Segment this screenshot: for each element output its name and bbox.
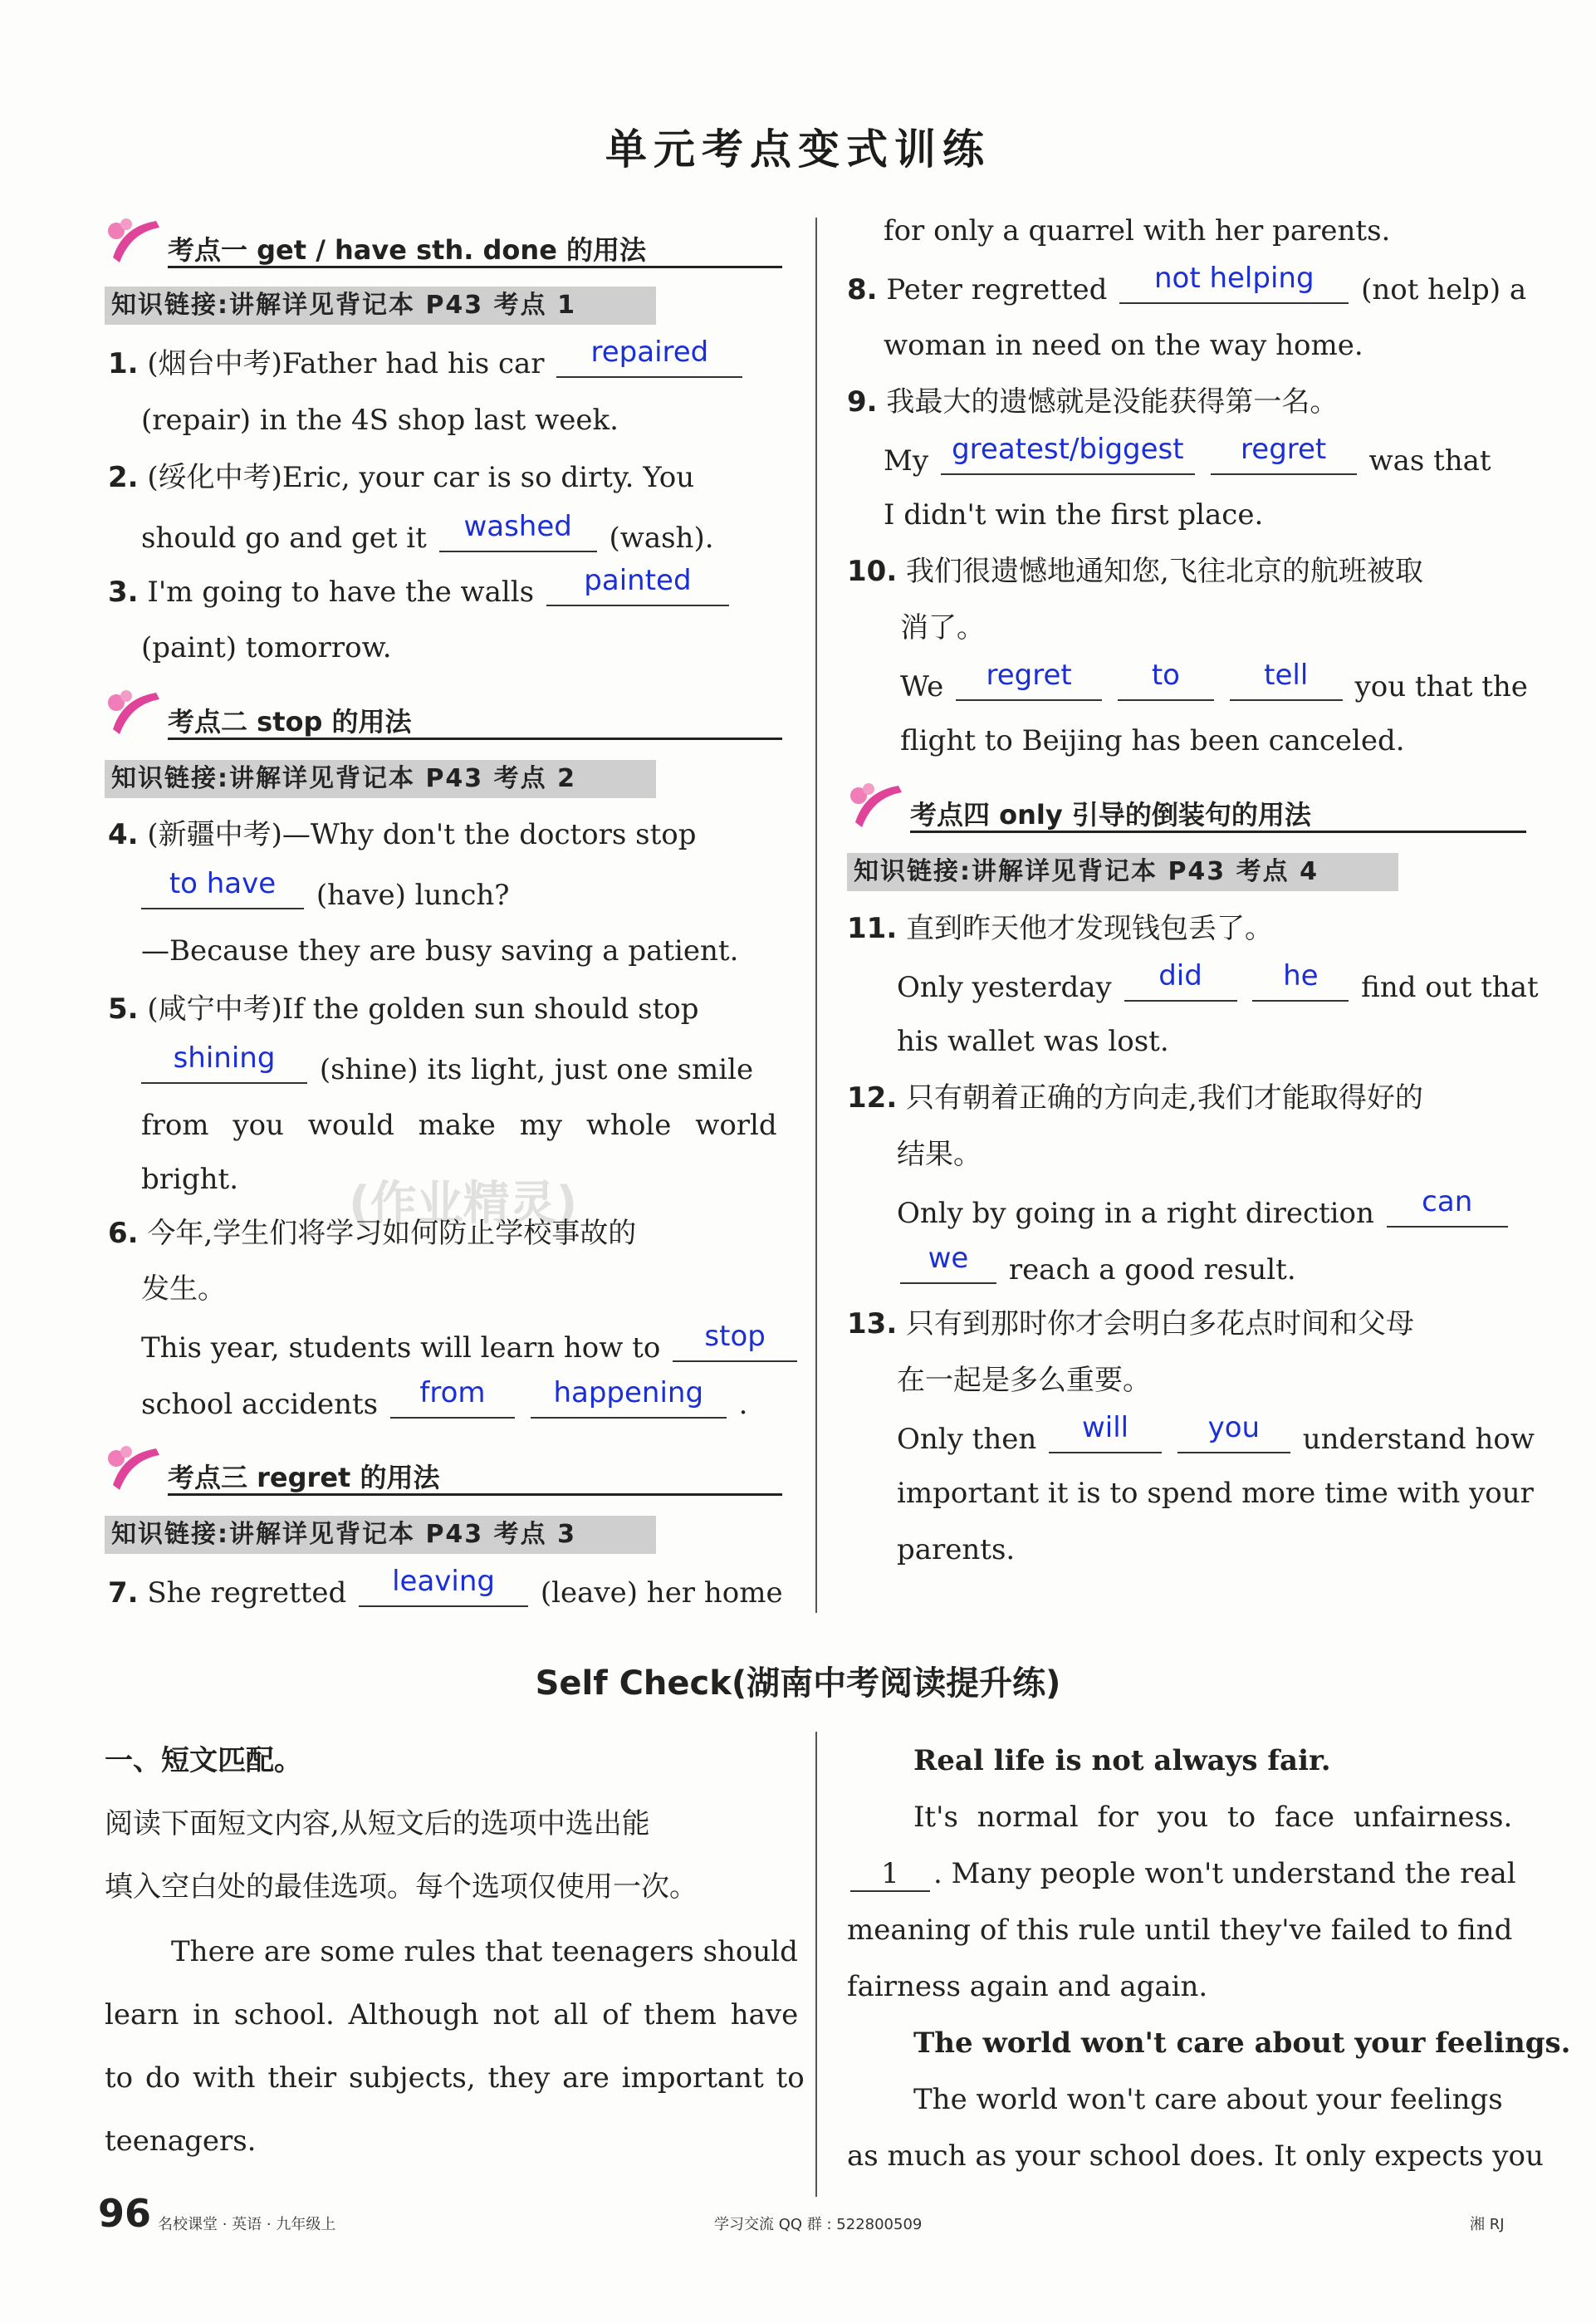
question-number: 10. <box>847 555 898 588</box>
question-2 <box>108 461 694 494</box>
footer-book: 名校课堂 · 英语 · 九年级上 <box>158 2216 336 2233</box>
answer: washed <box>439 507 597 552</box>
question-text: understand how <box>1302 1423 1535 1456</box>
question-number: 2. <box>108 461 139 494</box>
page-number: 96 <box>98 2191 152 2236</box>
question-text: 今年,学生们将学习如何防止学校事故的 <box>147 1217 637 1250</box>
page-title: 单元考点变式训练 <box>605 125 991 174</box>
passage-line-2: learn in school. Although not all of them have <box>105 1998 799 2031</box>
question-text: 只有朝着正确的方向走,我们才能取得好的 <box>906 1081 1423 1115</box>
answer: stop <box>673 1317 797 1362</box>
answer: happening <box>531 1374 727 1419</box>
question-13-line5: parents. <box>897 1533 1016 1566</box>
answer: tell <box>1230 656 1343 701</box>
question-5-cont <box>138 1041 754 1095</box>
question-1 <box>108 336 746 390</box>
instruction-line-2: 填入空白处的最佳选项。每个选项仅使用一次。 <box>105 1870 698 1904</box>
question-text: She regretted <box>147 1576 347 1610</box>
question-text: (绥化中考)Eric, your car is so dirty. You <box>147 461 695 494</box>
question-5 <box>108 992 699 1026</box>
question-1-cont: (repair) in the 4S shop last week. <box>141 404 619 437</box>
knowledge-link-1: 知识链接:讲解详见背记本 P43 考点 1 <box>105 287 656 325</box>
question-11-line2 <box>897 959 1539 1013</box>
question-3 <box>108 564 732 618</box>
reading-text: . Many people won't understand the real <box>933 1857 1516 1890</box>
question-7-cont: for only a quarrel with her parents. <box>884 214 1391 247</box>
section-heading: 考点一 get / have sth. done 的用法 <box>168 234 647 266</box>
question-number: 1. <box>108 347 139 380</box>
question-10 <box>847 555 1423 588</box>
question-text: (新疆中考)—Why don't the doctors stop <box>147 818 697 851</box>
footer-edition: 湘 RJ <box>1470 2216 1505 2233</box>
reading-heading-1: Real life is not always fair. <box>913 1744 1331 1777</box>
answer: he <box>1252 957 1349 1002</box>
question-number: 13. <box>847 1307 898 1340</box>
reading-line-3: meaning of this rule until they've failed to find <box>847 1914 1513 1947</box>
question-9 <box>847 385 1338 419</box>
passage-line-4: teenagers. <box>105 2125 257 2158</box>
question-text: 只有到那时你才会明白多花点时间和父母 <box>906 1307 1415 1340</box>
section-header-1 <box>105 223 782 272</box>
question-4-reply: —Because they are busy saving a patient. <box>141 934 739 968</box>
question-text: (not help) a <box>1361 273 1527 306</box>
question-text: 我们很遗憾地通知您,飞往北京的航班被取 <box>906 555 1423 588</box>
question-6 <box>108 1217 636 1250</box>
footer-qq: 学习交流 QQ 群 : 522800509 <box>714 2216 923 2233</box>
self-check-title: Self Check(湖南中考阅读提升练) <box>535 1664 1061 1703</box>
question-text: reach a good result. <box>1008 1253 1296 1286</box>
section-header-4 <box>847 787 1526 837</box>
answer: will <box>1049 1409 1162 1453</box>
question-3-cont: (paint) tomorrow. <box>141 631 392 664</box>
question-6-line2: 发生。 <box>141 1272 226 1306</box>
question-8-cont: woman in need on the way home. <box>884 329 1363 362</box>
answer: repaired <box>556 333 742 378</box>
question-2-cont <box>141 510 714 564</box>
question-12 <box>847 1081 1423 1115</box>
answer: to have <box>141 865 304 909</box>
section-heading: 考点二 stop 的用法 <box>168 706 412 738</box>
question-6-line4 <box>141 1376 748 1430</box>
question-text: Peter regretted <box>886 273 1108 306</box>
heading-rule <box>168 738 782 740</box>
reading-line-6: as much as your school does. It only expects you <box>847 2139 1544 2173</box>
question-text: . <box>738 1388 748 1421</box>
question-text: This year, students will learn how to <box>141 1331 661 1365</box>
brush-icon <box>847 781 905 836</box>
question-12-line2: 结果。 <box>897 1138 982 1171</box>
section-header-2 <box>105 694 782 744</box>
question-12-line3 <box>897 1185 1511 1239</box>
question-text: you that the <box>1354 670 1528 703</box>
question-9-line2 <box>884 433 1491 487</box>
answer: did <box>1124 957 1237 1002</box>
question-8 <box>847 262 1527 316</box>
question-text: My <box>884 444 929 478</box>
question-text: Only by going in a right direction <box>897 1197 1374 1230</box>
question-number: 12. <box>847 1081 898 1115</box>
question-13-line4: important it is to spend more time with your <box>897 1477 1534 1510</box>
question-text: 直到昨天他才发现钱包丢了。 <box>906 912 1274 945</box>
question-text: (wash). <box>609 522 714 555</box>
answer: you <box>1177 1409 1290 1453</box>
question-number: 6. <box>108 1217 139 1250</box>
question-text: should go and get it <box>141 522 427 555</box>
question-text: I'm going to have the walls <box>147 576 535 609</box>
question-11 <box>847 912 1273 945</box>
answer: not helping <box>1119 259 1349 304</box>
answer: leaving <box>359 1562 528 1607</box>
answer: regret <box>956 656 1102 701</box>
question-number: 9. <box>847 385 878 419</box>
question-10-line2: 消了。 <box>900 611 985 644</box>
question-4-cont <box>138 867 510 921</box>
answer: we <box>900 1239 996 1284</box>
answer: painted <box>546 561 729 606</box>
question-10-line3 <box>900 659 1528 713</box>
question-number: 3. <box>108 576 139 609</box>
part-heading: 一、短文匹配。 <box>105 1744 302 1777</box>
section-heading: 考点三 regret 的用法 <box>168 1462 440 1493</box>
section-header-3 <box>105 1450 782 1500</box>
answer: greatest/biggest <box>941 430 1195 475</box>
question-12-line4 <box>897 1242 1296 1296</box>
column-divider <box>815 218 817 1613</box>
question-text: Only then <box>897 1423 1037 1456</box>
question-number: 8. <box>847 273 878 306</box>
question-5-line4: bright. <box>141 1163 239 1196</box>
reading-line-5: The world won't care about your feelings <box>913 2083 1503 2116</box>
knowledge-link-2: 知识链接:讲解详见背记本 P43 考点 2 <box>105 760 656 798</box>
answer: can <box>1387 1183 1508 1228</box>
question-text: was that <box>1368 444 1491 478</box>
question-13 <box>847 1307 1414 1340</box>
question-text: find out that <box>1361 971 1539 1004</box>
question-text: Only yesterday <box>897 971 1112 1004</box>
reading-line-2 <box>847 1857 1516 1892</box>
blank-1[interactable]: 1 <box>850 1857 930 1892</box>
question-7 <box>108 1565 783 1619</box>
question-text: (leave) her home <box>540 1576 783 1610</box>
instruction-line-1: 阅读下面短文内容,从短文后的选项中选出能 <box>105 1807 650 1840</box>
passage-line-3: to do with their subjects, they are important to <box>105 2061 805 2095</box>
reading-line-4: fairness again and again. <box>847 1970 1208 2003</box>
question-text: 我最大的遗憾就是没能获得第一名。 <box>886 385 1339 419</box>
question-5-line3: from you would make my whole world <box>141 1109 777 1142</box>
question-6-line3 <box>141 1320 800 1374</box>
watermark: (作业精灵) <box>349 1177 578 1231</box>
reading-heading-2: The world won't care about your feelings. <box>913 2026 1571 2060</box>
question-number: 7. <box>108 1576 139 1610</box>
question-text: (咸宁中考)If the golden sun should stop <box>147 992 699 1026</box>
answer: shining <box>141 1039 307 1084</box>
reading-line-1: It's normal for you to face unfairness. <box>913 1801 1513 1834</box>
question-10-line4: flight to Beijing has been canceled. <box>900 724 1405 757</box>
brush-icon <box>105 1443 163 1498</box>
question-text: (shine) its light, just one smile <box>319 1053 754 1086</box>
question-4 <box>108 818 696 851</box>
question-13-line3 <box>897 1411 1535 1465</box>
question-13-line2: 在一起是多么重要。 <box>897 1364 1151 1397</box>
knowledge-link-4: 知识链接:讲解详见背记本 P43 考点 4 <box>847 853 1398 891</box>
heading-rule <box>910 831 1526 833</box>
question-number: 5. <box>108 992 139 1026</box>
column-divider-2 <box>815 1732 817 2197</box>
question-number: 4. <box>108 818 139 851</box>
knowledge-link-3: 知识链接:讲解详见背记本 P43 考点 3 <box>105 1516 656 1554</box>
question-11-line3: his wallet was lost. <box>897 1025 1169 1058</box>
question-text: (烟台中考)Father had his car <box>147 347 545 380</box>
answer: from <box>390 1374 515 1419</box>
heading-rule <box>168 1493 782 1496</box>
passage-line-1: There are some rules that teenagers should <box>171 1935 798 1968</box>
section-heading: 考点四 only 引导的倒装句的用法 <box>910 799 1311 831</box>
question-9-line3: I didn't win the first place. <box>884 498 1264 532</box>
answer: to <box>1118 656 1214 701</box>
question-text: school accidents <box>141 1388 379 1421</box>
brush-icon <box>105 216 163 271</box>
question-text: (have) lunch? <box>316 879 510 912</box>
heading-rule <box>168 266 782 268</box>
question-text: We <box>900 670 944 703</box>
answer: regret <box>1211 430 1357 475</box>
brush-icon <box>105 688 163 742</box>
question-number: 11. <box>847 912 898 945</box>
